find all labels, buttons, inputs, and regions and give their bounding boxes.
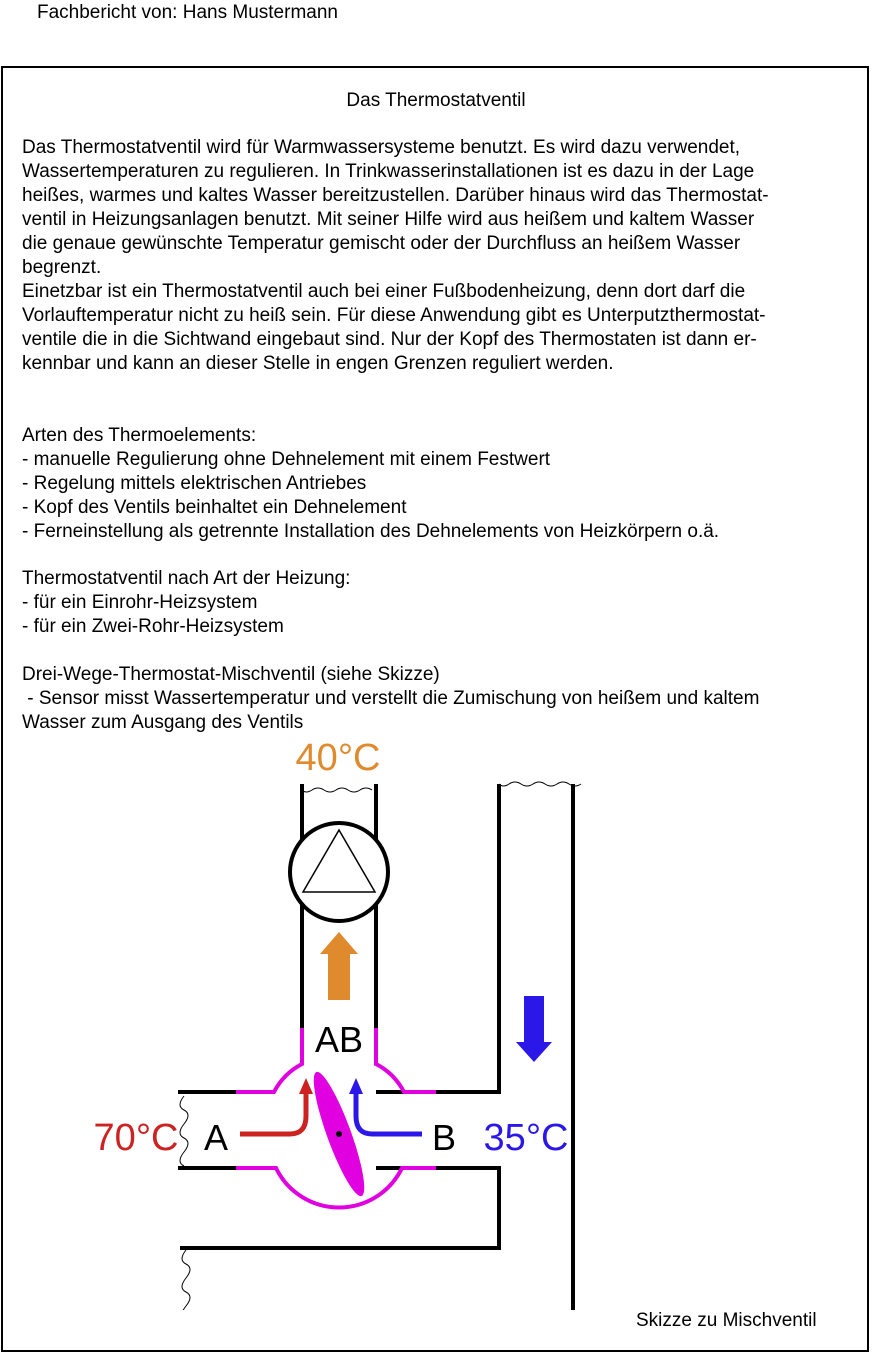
intro-line: ventil in Heizungsanlagen benutzt. Mit seiner Hilfe wird aus heißem und kaltem Wasser — [22, 209, 755, 230]
outlet-temp-label: 40°C — [295, 737, 381, 779]
list-item: - Regelung mittels elektrischen Antriebes — [22, 473, 367, 494]
list-item: - Kopf des Ventils beinhaltet ein Dehnelement — [22, 497, 407, 518]
port-a-label: A — [203, 1117, 229, 1158]
intro-line: begrenzt. — [22, 257, 102, 278]
list-item: - Ferneinstellung als getrennte Installation des Dehnelements von Heizkörpern o.ä. — [22, 521, 720, 542]
author-line: Fachbericht von: Hans Mustermann — [37, 2, 338, 23]
cold-inflow-arrow-shaft — [356, 1092, 422, 1134]
intro-line: ventile die in die Sichtwand eingebaut sind. Nur der Kopf des Thermostaten ist dann er- — [22, 329, 757, 350]
valve-pivot — [336, 1131, 342, 1137]
mixer-line: Wasser zum Ausgang des Ventils — [22, 712, 304, 733]
document-title: Das Thermostatventil — [346, 90, 526, 111]
mixer-line: - Sensor misst Wassertemperatur und verstellt die Zumischung von heißem und kaltem — [22, 688, 760, 709]
heating-heading: Thermostatventil nach Art der Heizung: — [22, 568, 351, 589]
hot-temp-label: 70°C — [93, 1117, 179, 1159]
heating-section — [22, 567, 852, 639]
outlet-flow-arrow-icon — [320, 932, 358, 1000]
valve-body-upper-right — [376, 1028, 436, 1092]
mixer-heading: Drei-Wege-Thermostat-Mischventil (siehe Skizze) — [22, 664, 440, 685]
intro-line: Einetzbar ist ein Thermostatventil auch bei einer Fußbodenheizung, denn dort darf die — [22, 281, 746, 302]
mixing-valve-sketch — [0, 730, 872, 1310]
cold-flow-arrow-icon — [516, 996, 552, 1062]
intro-paragraph — [22, 136, 852, 376]
port-ab-label: AB — [314, 1019, 364, 1060]
pipe-break-line — [182, 1250, 190, 1310]
sketch-caption: Skizze zu Mischventil — [636, 1310, 817, 1331]
cold-inflow-arrow-icon — [349, 1078, 363, 1094]
types-heading: Arten des Thermoelements: — [22, 425, 257, 446]
valve-body-lower — [236, 1168, 436, 1207]
list-item: - manuelle Regulierung ohne Dehnelement mit einem Festwert — [22, 449, 551, 470]
list-item: - für ein Einrohr-Heizsystem — [22, 592, 258, 613]
intro-line: kennbar und kann an dieser Stelle in engen Grenzen reguliert werden. — [22, 353, 614, 374]
types-section — [22, 424, 852, 544]
intro-line: Das Thermostatventil wird für Warmwassersysteme benutzt. Es wird dazu verwendet, — [22, 137, 741, 158]
cold-temp-label: 35°C — [483, 1117, 569, 1159]
intro-line: Vorlauftemperatur nicht zu heiß sein. Für diese Anwendung gibt es Unterputzthermostat- — [22, 305, 766, 326]
valve-body-upper-left — [236, 1028, 302, 1092]
port-b-label: B — [431, 1117, 457, 1158]
pipe-break-line — [499, 782, 581, 786]
pump-circle — [290, 823, 388, 921]
pipe-break-line — [302, 788, 372, 792]
intro-line: die genaue gewünschte Temperatur gemischt oder der Durchfluss an heißem Wasser — [22, 233, 741, 254]
list-item: - für ein Zwei-Rohr-Heizsystem — [22, 616, 284, 637]
mixer-section — [22, 663, 852, 735]
pipe-break-line — [180, 1096, 188, 1166]
intro-line: Wassertemperaturen zu regulieren. In Trinkwasserinstallationen ist es dazu in der Lage — [22, 161, 755, 182]
hot-inflow-arrow-shaft — [240, 1092, 306, 1134]
intro-line: heißes, warmes und kaltes Wasser bereitzustellen. Darüber hinaus wird das Thermostat- — [22, 185, 769, 206]
hot-inflow-arrow-icon — [299, 1078, 313, 1094]
